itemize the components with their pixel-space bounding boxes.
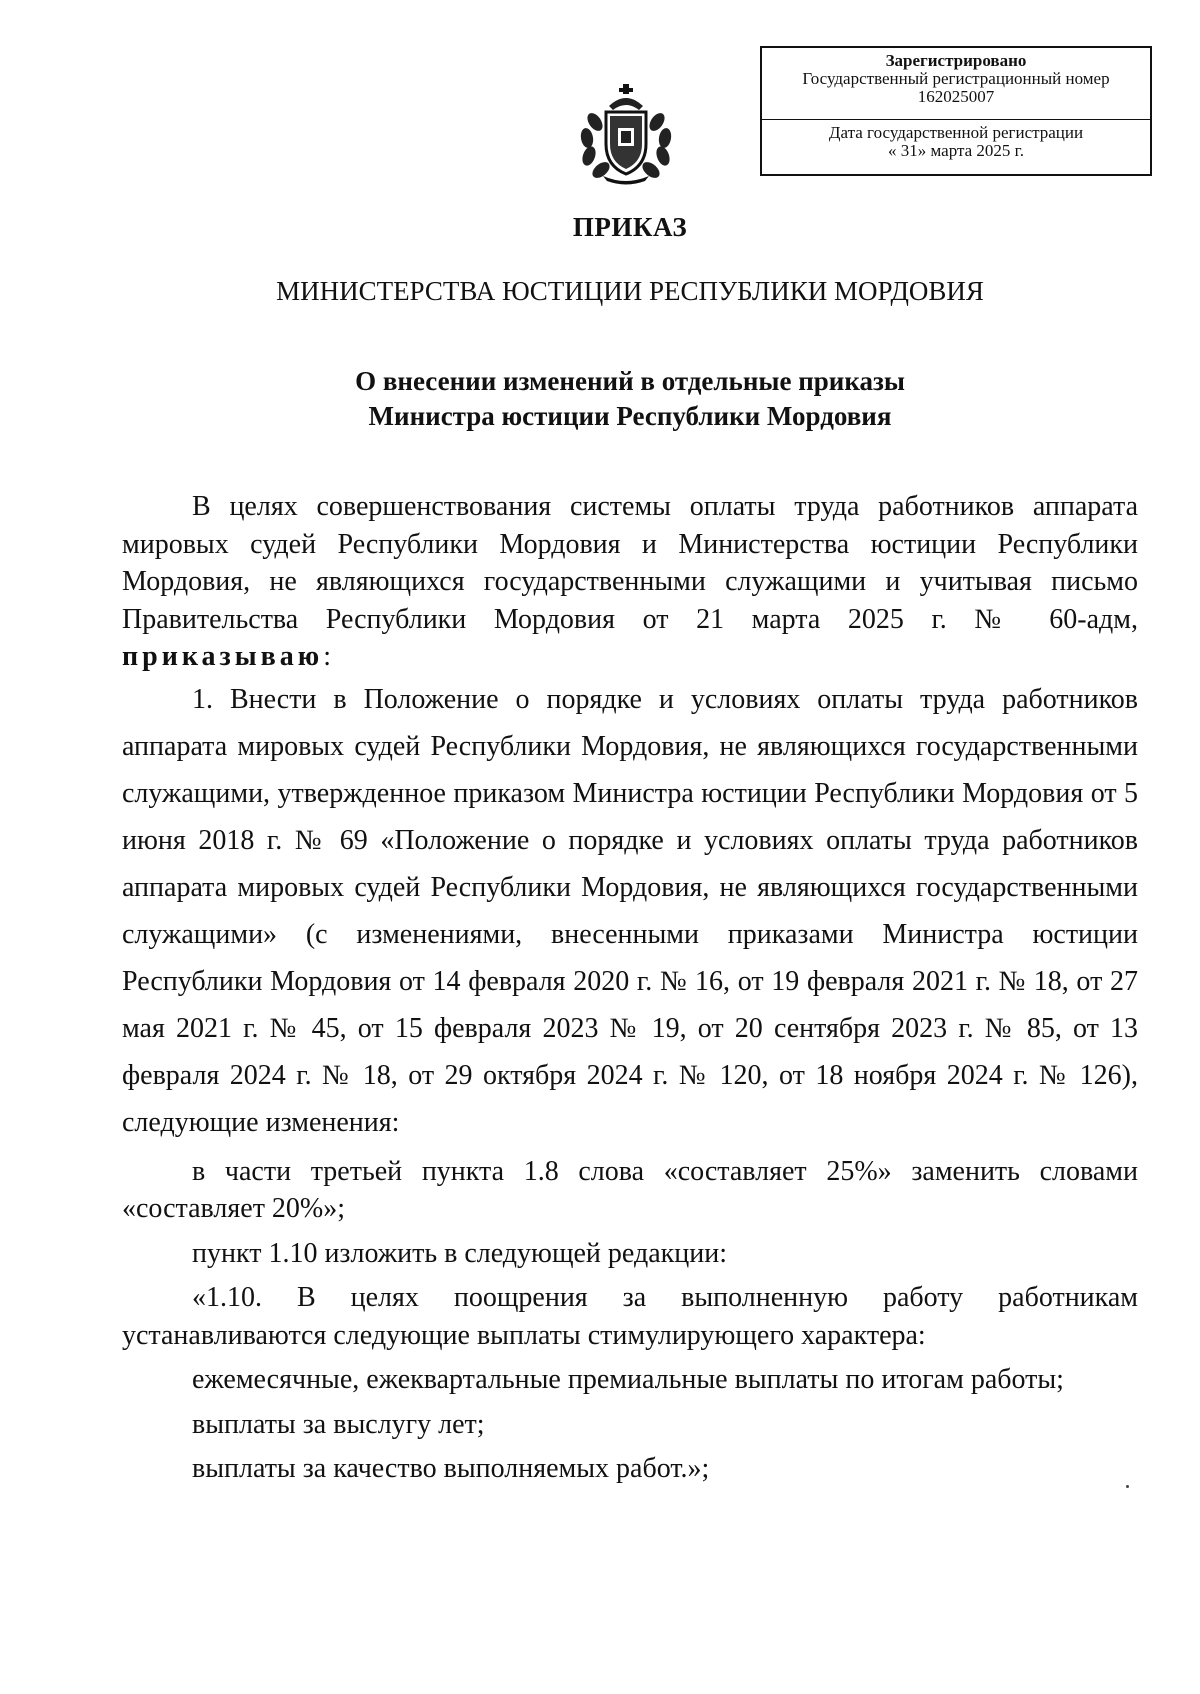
ministry-name: МИНИСТЕРСТВА ЮСТИЦИИ РЕСПУБЛИКИ МОРДОВИЯ [276,276,984,306]
item-1-paragraph: 1. Внести в Положение о порядке и условиях оплаты труда работников аппарата мировых судей Республики Мордовия, не являющихся государственными служащими, утвержденное приказом Министра юстиции Республики Мордовия от 5 июня 2018 г. № 69 «Положение о порядке и условиях оплаты труда работников аппарата мировых судей Республики Мордовия, не являющихся государственными служащими» (с изменениями, внесенными приказами Министра юстиции Республики Мордовия от 14 февраля 2020 г. № 16, от 19 февраля 2021 г. № 18, от 27 мая 2021 г. № 45, от 15 февраля 2023 № 19, от 20 сентября 2023 г. № 85, от 13 февраля 2024 г. № 18, от 29 октября 2024 г. № 120, от 18 ноября 2024 г. № 126), следующие изменения: [122,683,1138,1138]
document-subject [0,364,1200,434]
preamble-paragraph [122,488,1138,676]
bullet-3: выплаты за качество выполняемых работ.»; [192,1453,710,1484]
order-word: приказываю [122,641,324,672]
scan-mark [1126,1485,1129,1488]
bullet-2: выплаты за выслугу лет; [192,1408,485,1440]
bullet-1: ежемесячные, ежеквартальные премиальные выплаты по итогам работы; [192,1364,1064,1395]
preamble-text: В целях совершенствования системы оплаты труда работников аппарата мировых судей Республики Мордовия и Министерства юстиции Республики Мордовия, не являющихся государственными служащими и учитывая письмо Правительства Республики Мордовия от 21 марта 2025 г. № 60-адм, [122,491,1138,635]
clause-1-10-paragraph: «1.10. В целях поощрения за выполненную работу работникам устанавливаются следующие выплаты стимулирующего характера: [122,1282,1138,1351]
registration-number-section [762,48,1150,120]
document-body [122,488,1138,1488]
registration-date-label: Дата государственной регистрации [828,123,1084,142]
order-colon: : [323,641,331,672]
change-2-paragraph: пункт 1.10 изложить в следующей редакции: [192,1237,727,1269]
registration-date: « 31» марта 2025 г. [888,141,1024,160]
document-type: ПРИКАЗ [572,212,688,242]
subject-line-1: О внесении изменений в отдельные приказы [355,366,905,396]
registration-title: Зарегистрировано [885,51,1027,70]
change-1-paragraph: в части третьей пункта 1.8 слова «составляет 25%» заменить словами «составляет 20%»; [122,1155,1138,1224]
coat-of-arms-icon [573,82,679,188]
registration-date-section [762,120,1150,160]
registration-stamp [760,46,1152,176]
registration-number-label: Государственный регистрационный номер [802,69,1110,88]
registration-number: 162025007 [917,87,995,106]
subject-line-2: Министра юстиции Республики Мордовия [368,401,892,431]
